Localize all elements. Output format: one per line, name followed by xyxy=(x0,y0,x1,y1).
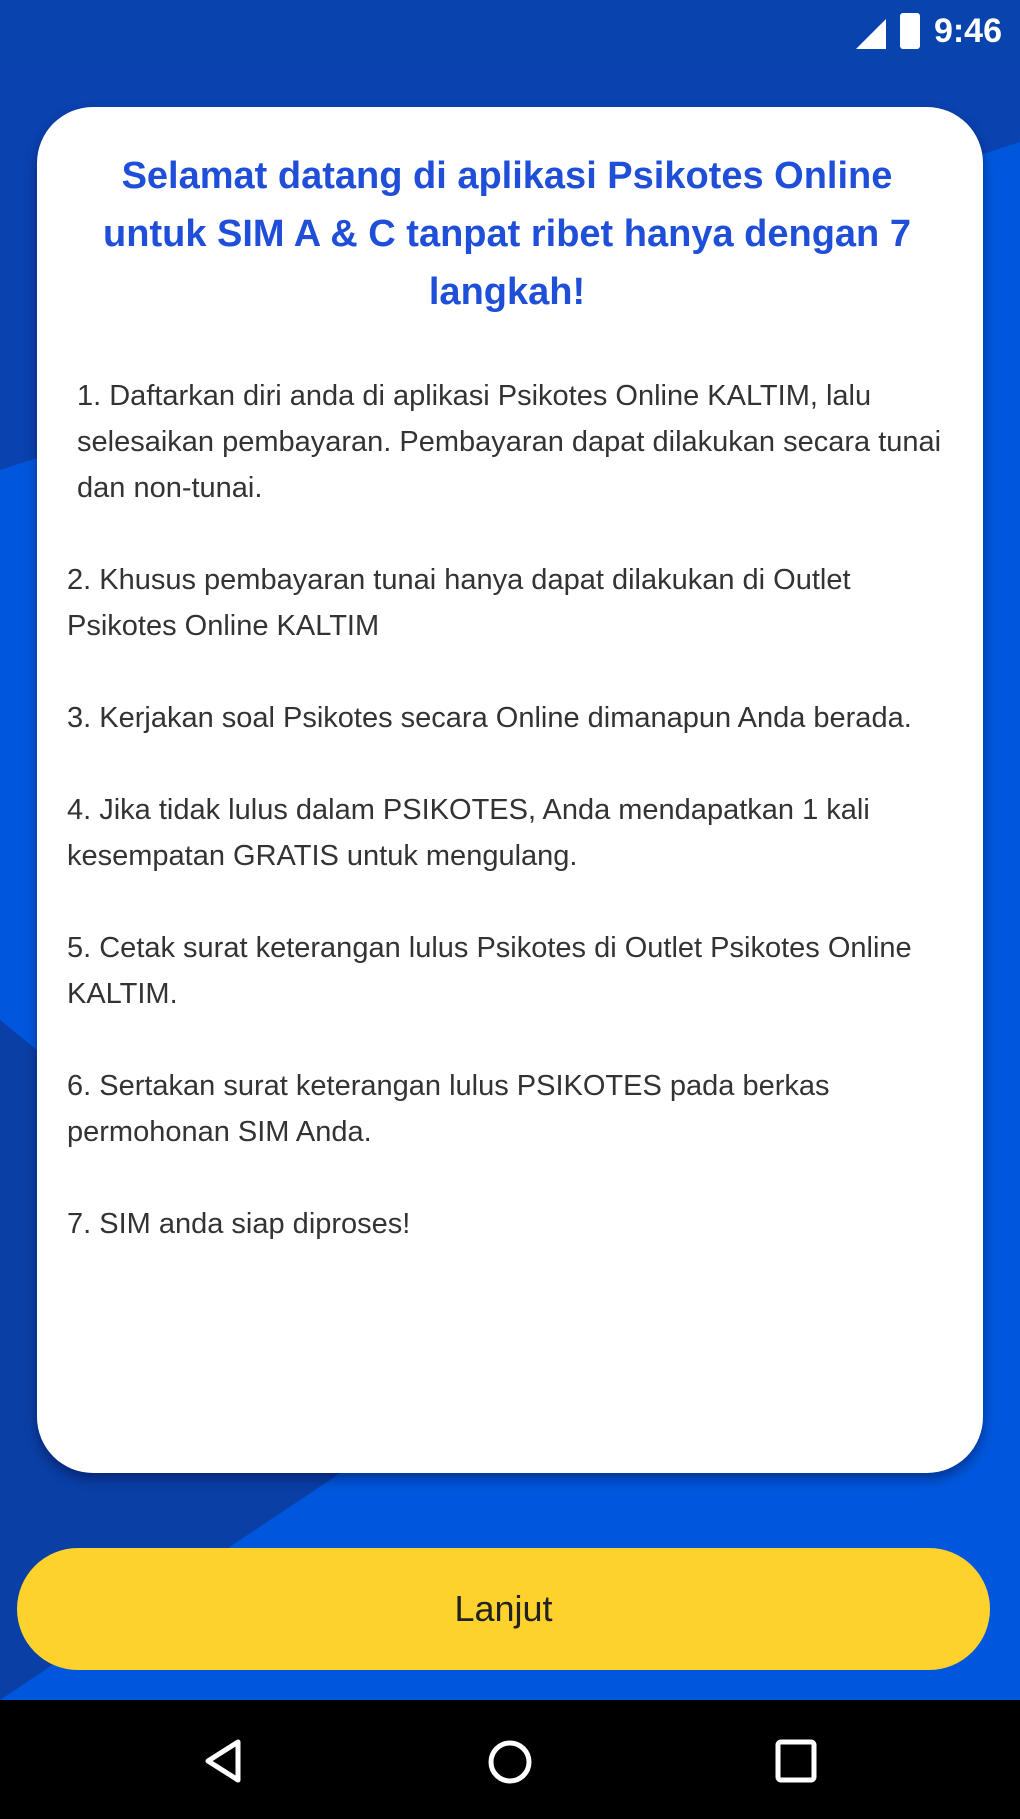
home-icon[interactable] xyxy=(486,1738,534,1786)
navigation-bar xyxy=(0,1700,1020,1819)
step-item: 3. Kerjakan soal Psikotes secara Online dimanapun Anda berada. xyxy=(67,702,912,734)
steps-list xyxy=(67,373,947,1247)
step-item: 5. Cetak surat keterangan lulus Psikotes di Outlet Psikotes Online KALTIM. xyxy=(67,932,912,1010)
step-item: 6. Sertakan surat keterangan lulus PSIKOTES pada berkas permohonan SIM Anda. xyxy=(67,1070,830,1148)
recents-icon[interactable] xyxy=(774,1738,818,1784)
step-item: 1. Daftarkan diri anda di aplikasi Psikotes Online KALTIM, lalu selesaikan pembayaran. Pembayaran dapat dilakukan secara tunai dan non-tunai. xyxy=(77,380,942,504)
welcome-title: Selamat datang di aplikasi Psikotes Online untuk SIM A & C tanpat ribet hanya dengan 7 langkah! xyxy=(103,155,911,313)
back-icon[interactable] xyxy=(200,1738,246,1784)
status-bar xyxy=(0,0,1020,62)
step-item: 4. Jika tidak lulus dalam PSIKOTES, Anda mendapatkan 1 kali kesempatan GRATIS untuk mengulang. xyxy=(67,794,870,872)
signal-icon xyxy=(846,13,886,49)
continue-button[interactable]: Lanjut xyxy=(17,1548,990,1670)
battery-icon xyxy=(900,13,920,49)
status-time: 9:46 xyxy=(933,11,1002,50)
step-item: 7. SIM anda siap diproses! xyxy=(67,1208,411,1240)
welcome-card xyxy=(37,107,983,1473)
step-item: 2. Khusus pembayaran tunai hanya dapat dilakukan di Outlet Psikotes Online KALTIM xyxy=(67,564,851,642)
